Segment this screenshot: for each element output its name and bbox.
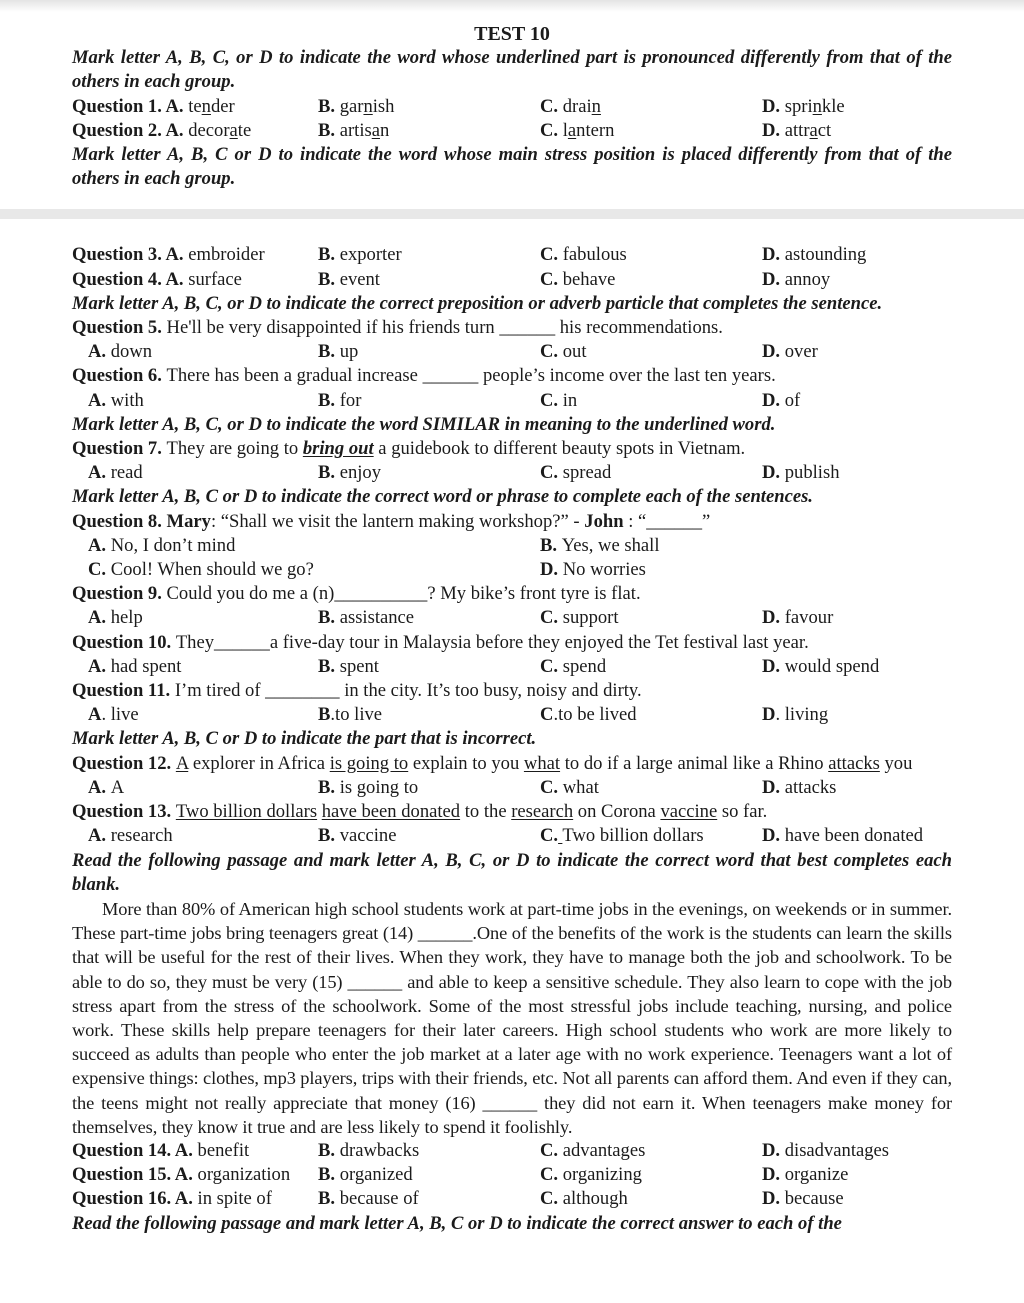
question-1-option-d: D. sprinkle xyxy=(762,95,845,117)
question-5-stem: Question 5. He'll be very disappointed if his friends turn ______ his recommendations. xyxy=(72,317,723,339)
question-8-stem: Question 8. Mary: “Shall we visit the lantern making workshop?” - John : “______” xyxy=(72,510,711,532)
scan-band-middle xyxy=(0,209,1024,219)
question-15-row xyxy=(72,1163,952,1187)
question-8-options-ab xyxy=(72,534,952,558)
question-3-option-a: Question 3. A. embroider xyxy=(72,244,265,266)
question-2-option-a: Question 2. A. decorate xyxy=(72,119,252,141)
question-9-option-b: B. assistance xyxy=(318,607,415,629)
question-7-option-c: C. spread xyxy=(540,462,612,484)
question-3-row xyxy=(72,243,952,267)
question-16-option-b: B. because of xyxy=(318,1188,419,1210)
question-11-option-b: B.to live xyxy=(318,704,383,726)
question-5-option-b: B. up xyxy=(318,341,359,363)
question-1-row xyxy=(72,95,952,119)
question-9-option-a: A. help xyxy=(88,607,143,629)
question-16-option-c: C. although xyxy=(540,1188,628,1210)
question-4-option-b: B. event xyxy=(318,268,380,290)
question-4-option-c: C. behave xyxy=(540,268,616,290)
question-13-options xyxy=(72,824,952,848)
question-11-stem: Question 11. I’m tired of ________ in the city. It’s too busy, noisy and dirty. xyxy=(72,680,642,702)
question-10-option-b: B. spent xyxy=(318,655,379,677)
question-15-option-a: Question 15. A. organization xyxy=(72,1164,291,1186)
instruction-incorrect-part: Mark letter A, B, C or D to indicate the part that is incorrect. xyxy=(72,728,537,750)
question-8-option-d: D. No worries xyxy=(540,559,646,581)
question-8-option-c: C. Cool! When should we go? xyxy=(88,559,314,581)
question-9-option-d: D. favour xyxy=(762,607,834,629)
question-8-options-cd xyxy=(72,558,952,582)
question-13-option-c: C. Two billion dollars xyxy=(540,825,704,847)
question-8-option-a: A. No, I don’t mind xyxy=(88,534,236,556)
scan-band-top xyxy=(0,0,1024,12)
instruction-reading-2: Read the following passage and mark letter A, B, C or D to indicate the correct answer to each of the xyxy=(72,1212,842,1234)
question-13-option-d: D. have been donated xyxy=(762,825,924,847)
instruction-cloze: Read the following passage and mark letter A, B, C, or D to indicate the correct word that best completes each blank. xyxy=(72,849,952,895)
question-6-option-d: D. of xyxy=(762,389,801,411)
instruction-word-phrase: Mark letter A, B, C or D to indicate the correct word or phrase to complete each of the sentences. xyxy=(72,486,813,508)
question-4-option-a: Question 4. A. surface xyxy=(72,268,242,290)
instruction-pronunciation: Mark letter A, B, C, or D to indicate the word whose underlined part is pronounced differently from that of the others in each group. xyxy=(72,47,952,93)
question-14-row xyxy=(72,1139,952,1163)
question-9-options xyxy=(72,606,952,630)
question-1-option-a: Question 1. A. tender xyxy=(72,95,235,117)
question-2-row xyxy=(72,119,952,143)
instruction-preposition: Mark letter A, B, C, or D to indicate the correct preposition or adverb particle that completes the sentence. xyxy=(72,292,883,314)
question-6-options xyxy=(72,389,952,413)
question-15-option-c: C. organizing xyxy=(540,1164,642,1186)
question-4-row xyxy=(72,268,952,292)
question-11-options xyxy=(72,703,952,727)
question-16-option-a: Question 16. A. in spite of xyxy=(72,1188,272,1210)
question-6-option-c: C. in xyxy=(540,389,578,411)
reading-passage: More than 80% of American high school students work at part-time jobs in the evenings, on weekends or in summer. These part-time jobs bring teenagers great (14) ______.One of the benefits of the work is the students can learn the skills that will be useful for the rest of their lives. When they work, they have to manage both the job and schoolwork. To be able to do so, they must be very (15) ______ and able to keep a sensitive schedule. They also learn to cope with the job stress apart from the stress of the schoolwork. Some of the most stressful jobs include teaching, nursing, and police work. These skills help prepare teenagers for their later careers. High school students who work are more likely to succeed as adults than people who enter the job market at a later age with no work experience. Teenagers want a lot of expensive things: clothes, mp3 players, trips with their friends, etc. Not all parents can afford them. And even if they can, the teens might not really appreciate that money (16) ______ they did not earn it. When teenagers make money for themselves, they know it true and are less likely to spend it foolishly. xyxy=(72,898,952,1137)
question-10-option-a: A. had spent xyxy=(88,655,182,677)
question-8-option-b: B. Yes, we shall xyxy=(540,534,660,556)
question-12-option-b: B. is going to xyxy=(318,776,419,798)
question-13-option-a: A. research xyxy=(88,825,173,847)
instruction-similar: Mark letter A, B, C, or D to indicate the word SIMILAR in meaning to the underlined word. xyxy=(72,413,776,435)
question-13-option-b: B. vaccine xyxy=(318,825,397,847)
question-1-option-b: B. garnish xyxy=(318,95,395,117)
question-7-option-a: A. read xyxy=(88,462,143,484)
question-7-options xyxy=(72,461,952,485)
question-13-stem: Question 13. Two billion dollars have been donated to the research on Corona vaccine so far. xyxy=(72,801,768,823)
question-12-option-c: C. what xyxy=(540,776,599,798)
question-3-option-c: C. fabulous xyxy=(540,244,627,266)
question-5-option-d: D. over xyxy=(762,341,818,363)
question-10-stem: Question 10. They______a five-day tour in Malaysia before they enjoyed the Tet festival last year. xyxy=(72,631,809,653)
instruction-stress: Mark letter A, B, C or D to indicate the word whose main stress position is placed differently from that of the others in each group. xyxy=(72,144,952,190)
question-10-options xyxy=(72,655,952,679)
question-11-option-c: C.to be lived xyxy=(540,704,637,726)
question-2-option-d: D. attract xyxy=(762,119,832,141)
question-14-option-c: C. advantages xyxy=(540,1139,646,1161)
test-content xyxy=(0,22,1024,1236)
question-5-options xyxy=(72,340,952,364)
question-14-option-b: B. drawbacks xyxy=(318,1139,420,1161)
question-16-option-d: D. because xyxy=(762,1188,844,1210)
question-10-option-d: D. would spend xyxy=(762,655,880,677)
question-12-stem: Question 12. A explorer in Africa is going to explain to you what to do if a large animal like a Rhino attacks you xyxy=(72,752,913,774)
question-7-option-b: B. enjoy xyxy=(318,462,382,484)
question-12-options xyxy=(72,776,952,800)
question-7-option-d: D. publish xyxy=(762,462,840,484)
question-3-option-b: B. exporter xyxy=(318,244,402,266)
question-4-option-d: D. annoy xyxy=(762,268,831,290)
question-11-option-d: D. living xyxy=(762,704,829,726)
question-9-stem: Question 9. Could you do me a (n)__________? My bike’s front tyre is flat. xyxy=(72,583,641,605)
question-7-stem: Question 7. They are going to bring out a guidebook to different beauty spots in Vietnam. xyxy=(72,438,746,460)
question-15-option-b: B. organized xyxy=(318,1164,413,1186)
question-16-row xyxy=(72,1187,952,1211)
question-12-option-a: A. A xyxy=(88,776,125,798)
question-6-option-b: B. for xyxy=(318,389,362,411)
question-6-option-a: A. with xyxy=(88,389,144,411)
question-2-option-b: B. artisan xyxy=(318,119,390,141)
question-10-option-c: C. spend xyxy=(540,655,607,677)
question-5-option-c: C. out xyxy=(540,341,587,363)
question-6-stem: Question 6. There has been a gradual increase ______ people’s income over the last ten years. xyxy=(72,365,776,387)
question-1-option-c: C. drain xyxy=(540,95,601,117)
question-14-option-d: D. disadvantages xyxy=(762,1139,890,1161)
question-15-option-d: D. organize xyxy=(762,1164,849,1186)
question-2-option-c: C. lantern xyxy=(540,119,615,141)
question-11-option-a: A. live xyxy=(88,704,139,726)
question-14-option-a: Question 14. A. benefit xyxy=(72,1139,250,1161)
page-title: TEST 10 xyxy=(474,23,550,45)
question-5-option-a: A. down xyxy=(88,341,153,363)
question-3-option-d: D. astounding xyxy=(762,244,867,266)
question-12-option-d: D. attacks xyxy=(762,776,837,798)
question-9-option-c: C. support xyxy=(540,607,619,629)
